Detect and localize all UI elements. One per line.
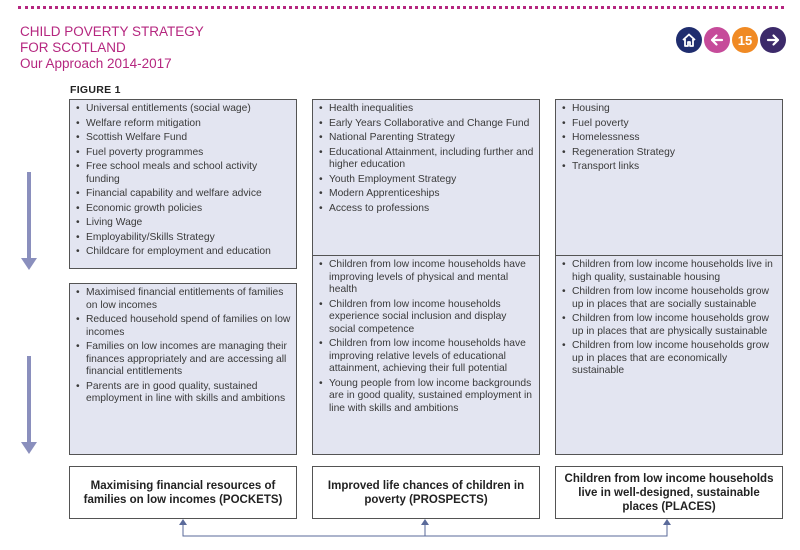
list-item: • Parents are in good quality, sustained employment in line with skills and ambitions <box>75 381 292 406</box>
list-item: • Youth Employment Strategy <box>318 174 535 187</box>
list-item: • Fuel poverty <box>561 118 778 131</box>
home-button[interactable] <box>676 27 702 53</box>
list-item: • Maximised financial entitlements of families on low incomes <box>75 287 292 312</box>
document-title <box>20 24 204 72</box>
list-item: • National Parenting Strategy <box>318 132 535 145</box>
list-item: • Living Wage <box>75 217 292 230</box>
home-icon <box>681 32 697 48</box>
arrow-right-icon <box>765 32 781 48</box>
list-item: • Young people from low income backgrounds are in good quality, sustained employment in line with skills and ambitions <box>318 378 535 416</box>
pockets-outcomes-box <box>69 283 297 455</box>
next-page-button[interactable] <box>760 27 786 53</box>
list-item: • Children from low income households experience social inclusion and display social competence <box>318 299 535 337</box>
pockets-actions-box <box>69 99 297 269</box>
header-dotted-rule <box>18 6 784 9</box>
prospects-goal-box: Improved life chances of children in poverty (PROSPECTS) <box>312 466 540 519</box>
list-item: • Early Years Collaborative and Change Fund <box>318 118 535 131</box>
list-item: • Universal entitlements (social wage) <box>75 103 292 116</box>
list-item: • Scottish Welfare Fund <box>75 132 292 145</box>
arrow-left-icon <box>709 32 725 48</box>
list-item: • Homelessness <box>561 132 778 145</box>
list-item: • Economic growth policies <box>75 203 292 216</box>
list-item: • Modern Apprenticeships <box>318 188 535 201</box>
down-arrow-icon <box>20 356 38 456</box>
title-line-2: FOR SCOTLAND <box>20 40 126 55</box>
list-item: • Fuel poverty programmes <box>75 147 292 160</box>
list-item: • Children from low income households grow up in places that are physically sustainable <box>561 313 778 338</box>
prospects-outcomes-box <box>312 255 540 455</box>
list-item: • Access to professions <box>318 203 535 216</box>
list-item: • Children from low income households live in high quality, sustainable housing <box>561 259 778 284</box>
list-item: • Health inequalities <box>318 103 535 116</box>
list-item: • Families on low incomes are managing their finances appropriately and are accessing all financial entitlements <box>75 341 292 379</box>
page-number-badge: 15 <box>732 27 758 53</box>
list-item: • Children from low income households have improving relative levels of educational attainment, achieving their full potential <box>318 338 535 376</box>
places-goal-box: Children from low income households live in well-designed, sustainable places (PLACES) <box>555 466 783 519</box>
list-item: • Educational Attainment, including further and higher education <box>318 147 535 172</box>
list-item: • Housing <box>561 103 778 116</box>
list-item: • Financial capability and welfare advice <box>75 188 292 201</box>
previous-page-button[interactable] <box>704 27 730 53</box>
list-item: • Childcare for employment and education <box>75 246 292 259</box>
list-item: • Children from low income households grow up in places that are economically sustainable <box>561 340 778 378</box>
places-outcomes-box <box>555 255 783 455</box>
places-actions-box <box>555 99 783 269</box>
list-item: • Children from low income households grow up in places that are socially sustainable <box>561 286 778 311</box>
list-item: • Welfare reform mitigation <box>75 118 292 131</box>
pockets-goal-box: Maximising financial resources of families on low incomes (POCKETS) <box>69 466 297 519</box>
figure-label: FIGURE 1 <box>70 84 121 96</box>
list-item: • Free school meals and school activity funding <box>75 161 292 186</box>
list-item: • Reduced household spend of families on low incomes <box>75 314 292 339</box>
list-item: • Children from low income households have improving levels of physical and mental health <box>318 259 535 297</box>
down-arrow-icon <box>20 172 38 272</box>
page-navigation <box>676 27 786 53</box>
title-line-3: Our Approach 2014-2017 <box>20 56 172 71</box>
prospects-actions-box <box>312 99 540 269</box>
title-line-1: CHILD POVERTY STRATEGY <box>20 24 204 39</box>
list-item: • Transport links <box>561 161 778 174</box>
list-item: • Regeneration Strategy <box>561 147 778 160</box>
list-item: • Employability/Skills Strategy <box>75 232 292 245</box>
